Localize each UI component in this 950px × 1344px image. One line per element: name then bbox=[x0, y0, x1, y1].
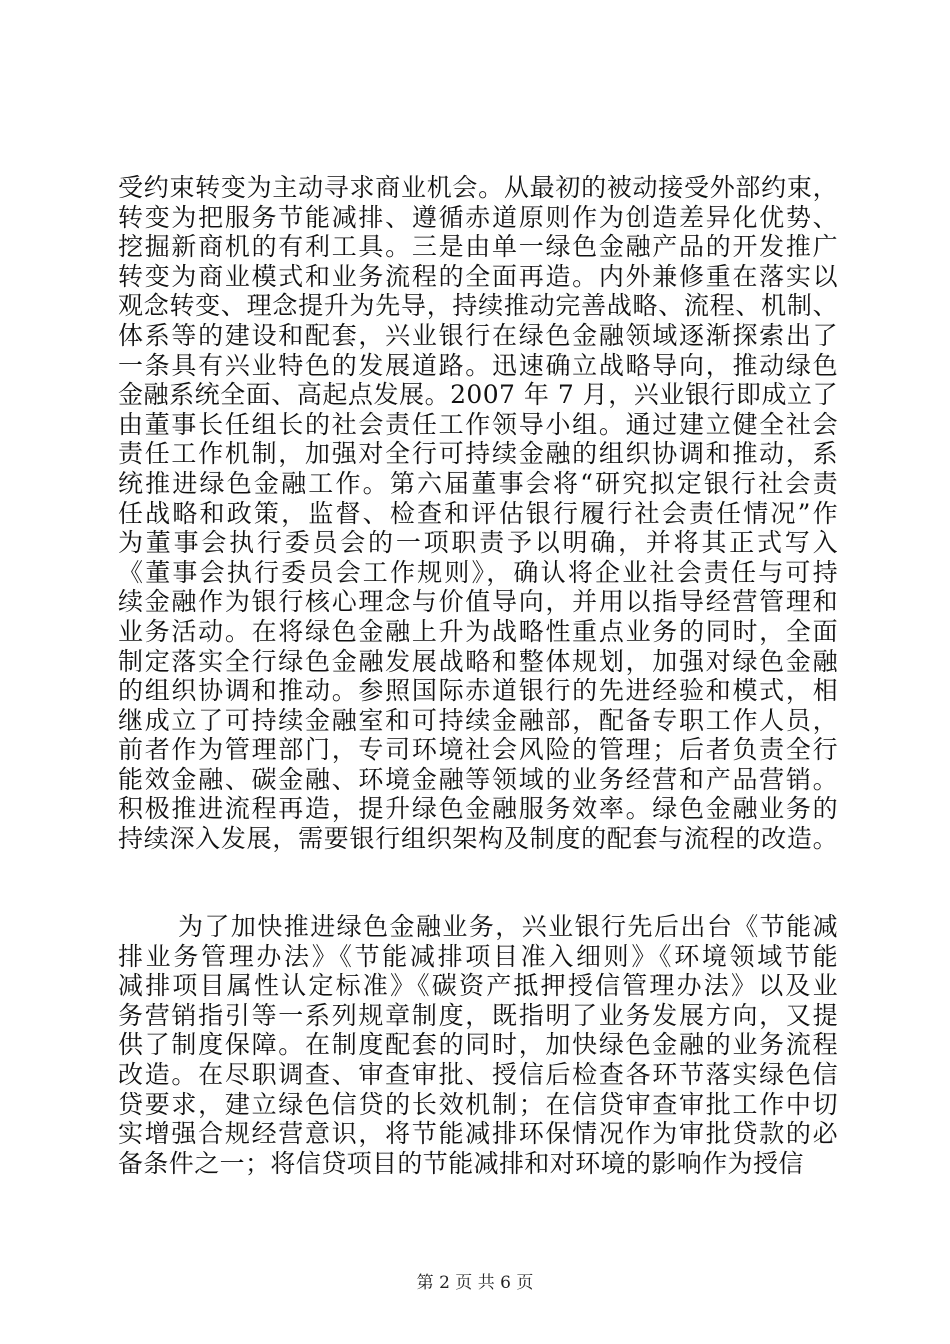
paragraph-1 bbox=[118, 173, 838, 854]
text-line: 由董事长任组长的社会责任工作领导小组。通过建立健全社会 bbox=[118, 409, 838, 439]
text-line: 转变为商业模式和业务流程的全面再造。内外兼修重在落实以 bbox=[118, 261, 838, 291]
text-line: 继成立了可持续金融室和可持续金融部，配备专职工作人员， bbox=[118, 705, 838, 735]
text-line: 改造。在尽职调查、审查审批、授信后检查各环节落实绿色信 bbox=[118, 1059, 838, 1089]
text-line: 转变为把服务节能减排、遵循赤道原则作为创造差异化优势、 bbox=[118, 202, 838, 232]
text-line: 观念转变、理念提升为先导，持续推动完善战略、流程、机制、 bbox=[118, 291, 838, 321]
text-line: 供了制度保障。在制度配套的同时，加快绿色金融的业务流程 bbox=[118, 1030, 838, 1060]
text-line: 金融系统全面、高起点发展。2007 年 7 月，兴业银行即成立了 bbox=[118, 380, 838, 410]
page-footer: 第 2 页 共 6 页 bbox=[416, 1273, 534, 1293]
text-line: 制定落实全行绿色金融发展战略和整体规划，加强对绿色金融 bbox=[118, 646, 838, 676]
text-line: 积极推进流程再造，提升绿色金融服务效率。绿色金融业务的 bbox=[118, 794, 838, 824]
text-line: 续金融作为银行核心理念与价值导向，并用以指导经营管理和 bbox=[118, 587, 838, 617]
text-line: 持续深入发展，需要银行组织架构及制度的配套与流程的改造。 bbox=[118, 824, 838, 854]
text-line: 排业务管理办法》《节能减排项目准入细则》《环境领域节能 bbox=[118, 941, 838, 971]
text-line: 一条具有兴业特色的发展道路。迅速确立战略导向，推动绿色 bbox=[118, 350, 838, 380]
text-line: 实增强合规经营意识，将节能减排环保情况作为审批贷款的必 bbox=[118, 1119, 838, 1149]
text-line: 贷要求，建立绿色信贷的长效机制；在信贷审查审批工作中切 bbox=[118, 1089, 838, 1119]
text-line: 任战略和政策，监督、检查和评估银行履行社会责任情况”作 bbox=[118, 498, 838, 528]
text-line: 务营销指引等一系列规章制度，既指明了业务发展方向，又提 bbox=[118, 1000, 838, 1030]
text-line: 受约束转变为主动寻求商业机会。从最初的被动接受外部约束， bbox=[118, 173, 838, 202]
text-line: 统推进绿色金融工作。第六届董事会将“研究拟定银行社会责 bbox=[118, 468, 838, 498]
text-line: 能效金融、碳金融、环境金融等领域的业务经营和产品营销。 bbox=[118, 764, 838, 794]
text-line: 《董事会执行委员会工作规则》，确认将企业社会责任与可持 bbox=[118, 557, 838, 587]
text-line: 挖掘新商机的有利工具。三是由单一绿色金融产品的开发推广 bbox=[118, 232, 838, 262]
text-line: 备条件之一；将信贷项目的节能减排和对环境的影响作为授信 bbox=[118, 1148, 804, 1178]
paragraph-2 bbox=[118, 912, 838, 1178]
text-line: 为董事会执行委员会的一项职责予以明确，并将其正式写入 bbox=[118, 528, 838, 558]
text-line: 业务活动。在将绿色金融上升为战略性重点业务的同时，全面 bbox=[118, 616, 838, 646]
text-line: 为了加快推进绿色金融业务，兴业银行先后出台《节能减 bbox=[178, 912, 838, 941]
text-line: 减排项目属性认定标准》《碳资产抵押授信管理办法》以及业 bbox=[118, 971, 838, 1001]
text-line: 责任工作机制，加强对全行可持续金融的组织协调和推动，系 bbox=[118, 439, 838, 469]
text-line: 前者作为管理部门，专司环境社会风险的管理；后者负责全行 bbox=[118, 735, 838, 765]
text-line: 的组织协调和推动。参照国际赤道银行的先进经验和模式，相 bbox=[118, 676, 838, 706]
text-line: 体系等的建设和配套，兴业银行在绿色金融领域逐渐探索出了 bbox=[118, 320, 838, 350]
